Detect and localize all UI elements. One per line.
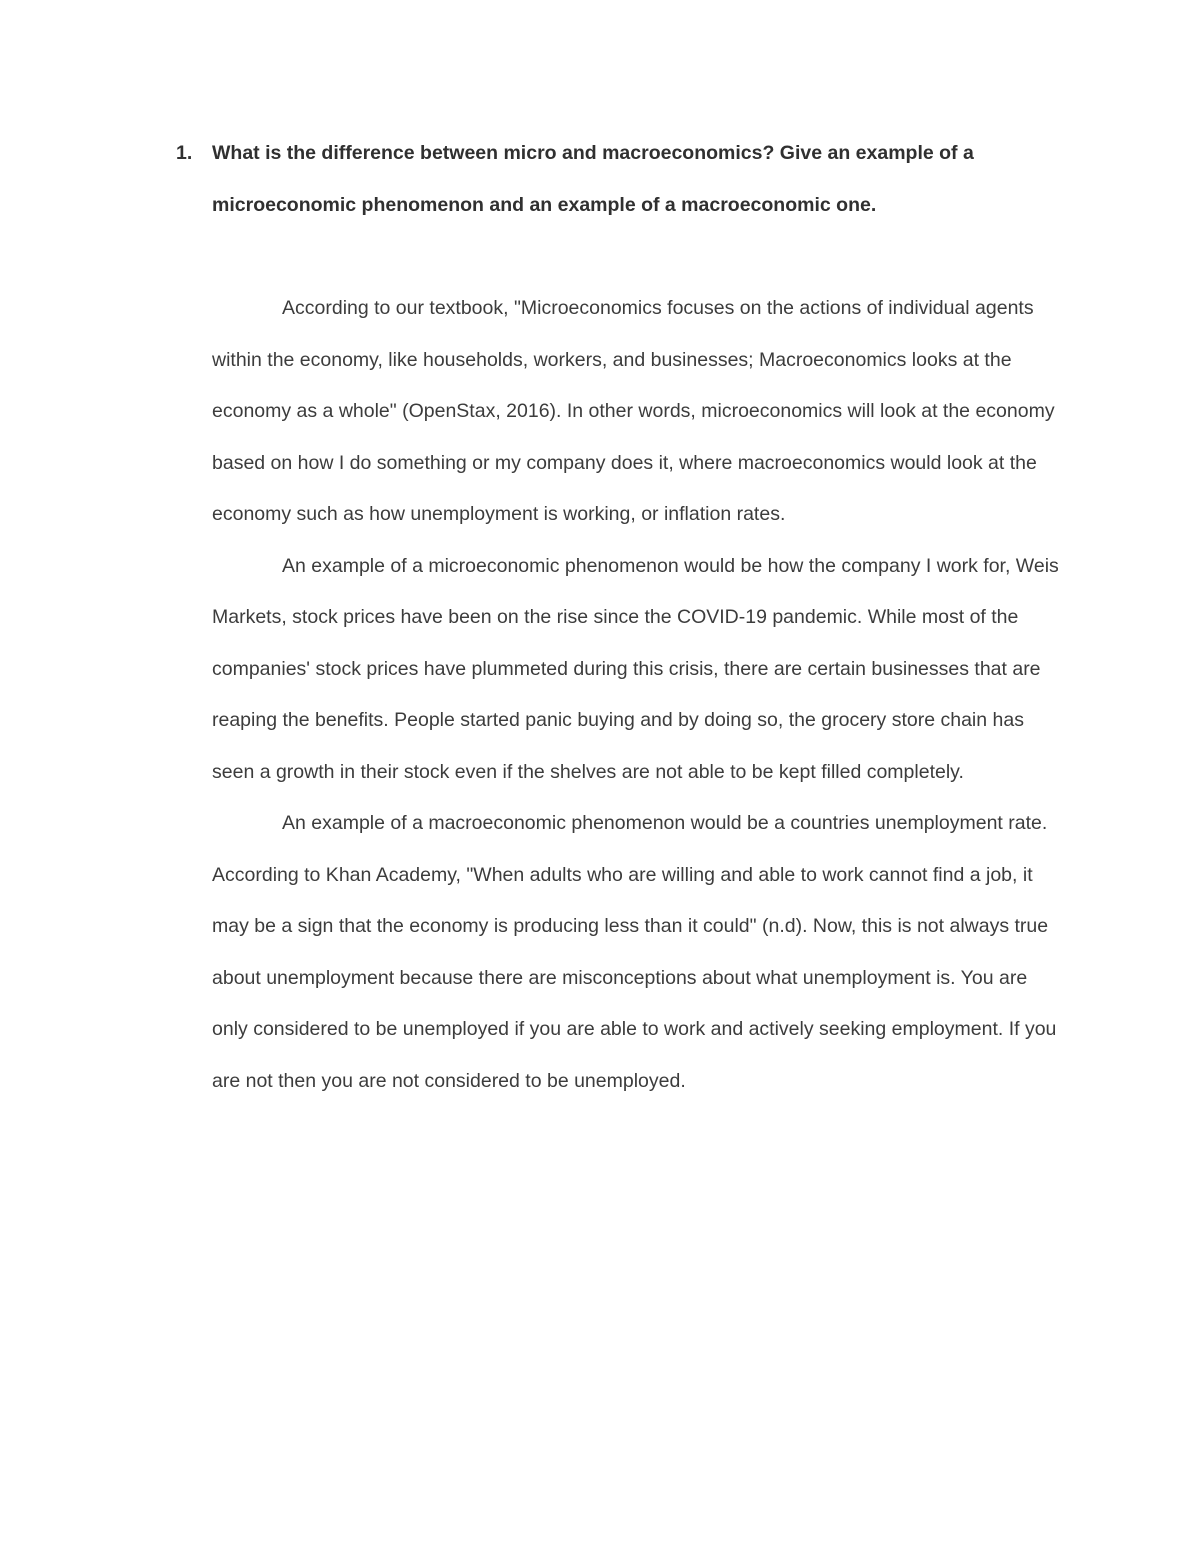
paragraph-definition: According to our textbook, "Microeconomics focuses on the actions of individual agents within the economy, like households, workers, and businesses; Macroeconomics looks at the economy as a whole" (OpenStax, 2016). In other words, microeconomics will look at the economy based on how I do something or my company does it, where macroeconomics would look at the economy such as how unemployment is working, or inflation rates. <box>212 297 1055 525</box>
question-heading <box>176 128 1076 231</box>
answer-body <box>212 283 1064 1107</box>
paragraph-micro-example: An example of a microeconomic phenomenon would be how the company I work for, Weis Markets, stock prices have been on the rise since the COVID-19 pandemic. While most of the companies' stock prices have plummeted during this crisis, there are certain businesses that are reaping the benefits. People started panic buying and by doing so, the grocery store chain has seen a growth in their stock even if the shelves are not able to be kept filled completely. <box>212 554 1059 783</box>
question-text: What is the difference between micro and macroeconomics? Give an example of a microeconomic phenomenon and an example of a macroeconomic one. <box>212 142 974 216</box>
paragraph-macro-example: An example of a macroeconomic phenomenon would be a countries unemployment rate. According to Khan Academy, "When adults who are willing and able to work cannot find a job, it may be a sign that the economy is producing less than it could" (n.d). Now, this is not always true about unemployment because there are misconceptions about what unemployment is. You are only considered to be unemployed if you are able to work and actively seeking employment. If you are not then you are not considered to be unemployed. <box>212 812 1057 1092</box>
question-number: 1. <box>176 142 193 164</box>
